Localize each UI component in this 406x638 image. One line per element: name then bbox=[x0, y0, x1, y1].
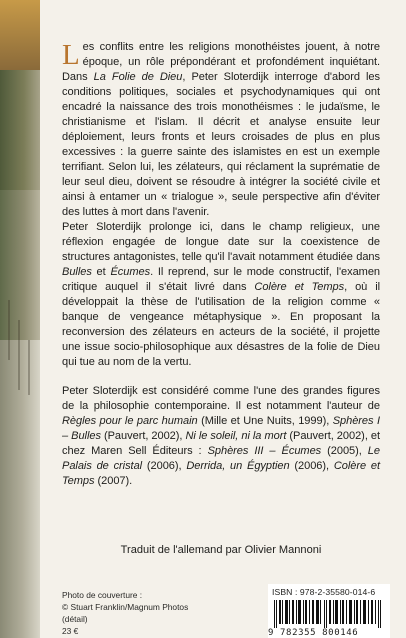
author-bio: Peter Sloterdijk est considéré comme l'une des grandes figures de la philosophie contemporaine. Il est notamment l'auteur de Règles pour le parc humain (Mille et Une Nuits, 1999), Sphères I – Bulles (Pauvert, 2002), Ni le soleil, ni la mort (Pauvert, 2002), et chez Maren Sell Éditeurs : Sphères III – Écumes (2005), Le Palais de cristal (2006), Derrida, un Égyptien (2006), Colère et Temps (2007). bbox=[62, 385, 380, 487]
photo-band-ground bbox=[0, 340, 40, 638]
barcode-digits: 9 782355 800146 bbox=[268, 628, 359, 638]
photo-column-2 bbox=[18, 320, 20, 390]
blurb-text bbox=[62, 40, 380, 489]
intro-paragraph-1: Les conflits entre les religions monothéistes jouent, à notre époque, un rôle prépondérant et profondément inquiétant. Dans La Folie de Dieu, Peter Sloterdijk interroge d'abord les conditions politiques, sociales et psychodynamiques qui ont encadré la naissance des trois monothéismes : le judaïsme, le christianisme et l'islam. Il décrit et analyse ensuite leur déploiement, leurs fronts et leurs croisades de plus en plus excessives : la guerre sainte des islamistes en est un exemple terrifiant. Selon lui, les zélateurs, qui réclament la suprématie de leur seul dieu, doivent se résoudre à intégrer la société civile et ainsi à entamer un « trialogue », seule perspective afin d'éviter des luttes à mort dans l'avenir. bbox=[62, 39, 380, 218]
photo-column-3 bbox=[28, 340, 30, 395]
isbn-barcode-block bbox=[268, 584, 390, 638]
photo-band-ruins bbox=[0, 190, 40, 340]
book-title: La Folie de Dieu bbox=[93, 71, 183, 83]
intro-paragraph-2: Peter Sloterdijk prolonge ici, dans le champ religieux, une réflexion engagée de longue date sur la coexistence de structures antagonistes, telle qu'il l'avait notamment étudiée dans Bulles et Écumes. Il reprend, sur le mode constructif, l'examen critique auquel il s'était livré dans Colère et Temps, où il développait la thèse de l'utilisation de la religion comme « banque de vengeance métaphysique ». En proposant la reconversion des zélateurs en acteurs de la société, il projette une issue socio-philosophique aux désastres de la folie de Dieu qui tue au nom de la vertu. bbox=[62, 221, 381, 368]
translator-credit: Traduit de l'allemand par Olivier Mannoni bbox=[120, 544, 322, 556]
drop-cap: L bbox=[62, 39, 80, 71]
price: 23 € bbox=[62, 626, 79, 636]
photo-band-trees bbox=[0, 70, 40, 190]
photo-column-1 bbox=[8, 300, 10, 360]
isbn-label: ISBN : 978-2-35580-014-6 bbox=[272, 587, 376, 597]
photo-credit: Photo de couverture : © Stuart Franklin/Magnum Photos (détail) bbox=[62, 590, 189, 624]
barcode-icon bbox=[272, 600, 384, 628]
cover-photo-strip bbox=[0, 0, 40, 638]
photo-band-sky bbox=[0, 0, 40, 70]
